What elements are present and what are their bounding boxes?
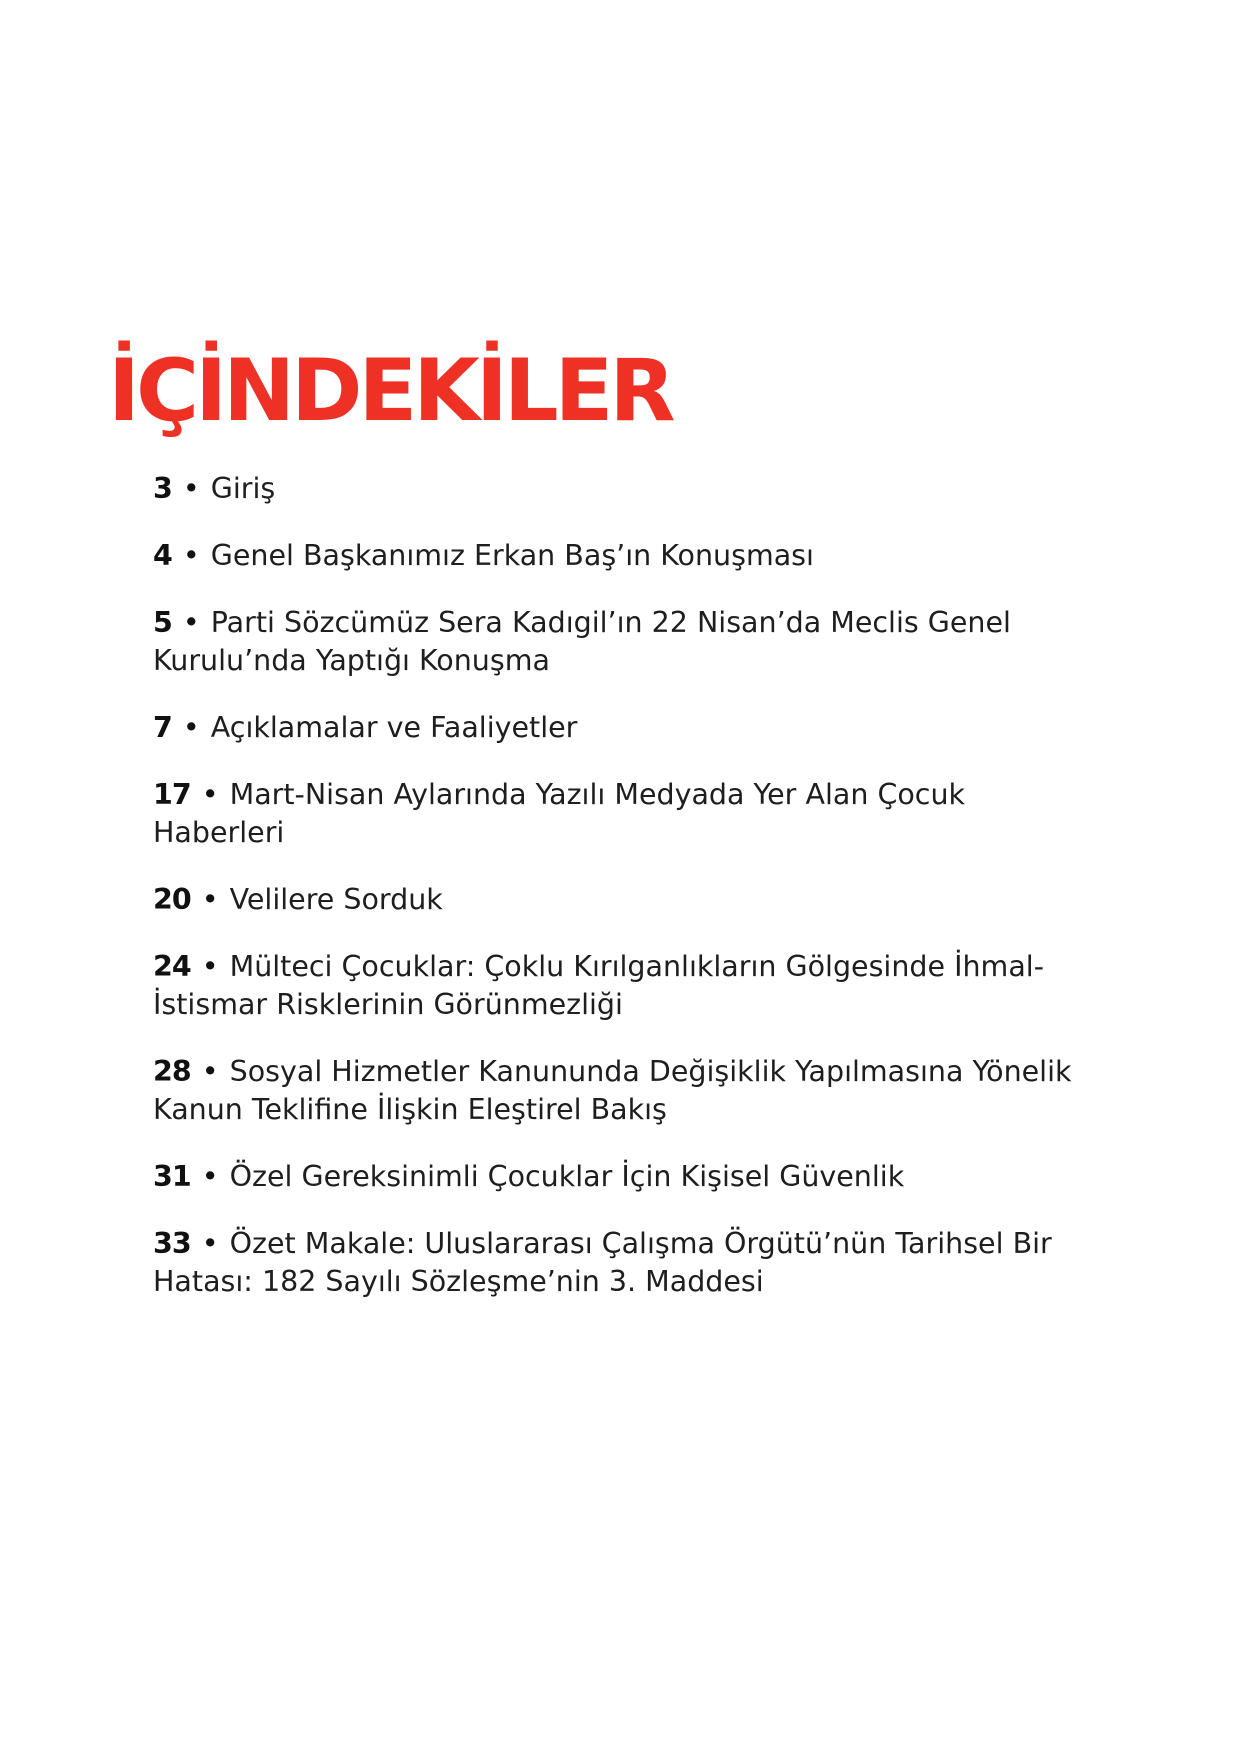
- toc-page-number: 28: [153, 1055, 191, 1088]
- toc-bullet: •: [201, 1227, 219, 1260]
- toc-list: [153, 470, 1093, 1330]
- toc-entry-title: Mülteci Çocuklar: Çoklu Kırılganlıkların Gölgesinde İhmal-İstismar Risklerinin Görünmezliği: [153, 950, 1044, 1021]
- toc-bullet: •: [182, 472, 200, 505]
- toc-bullet: •: [201, 883, 219, 916]
- toc-page-number: 33: [153, 1227, 191, 1260]
- toc-entry-title: Açıklamalar ve Faaliyetler: [210, 711, 578, 744]
- toc-item[interactable]: [153, 604, 1093, 680]
- toc-page-number: 4: [153, 539, 172, 572]
- toc-item[interactable]: [153, 948, 1093, 1024]
- toc-page-number: 17: [153, 778, 191, 811]
- toc-entry-title: Sosyal Hizmetler Kanununda Değişiklik Yapılmasına Yönelik Kanun Teklifine İlişkin Eleştirel Bakış: [153, 1055, 1072, 1126]
- toc-item[interactable]: [153, 881, 1093, 919]
- toc-bullet: •: [182, 539, 200, 572]
- toc-page-number: 7: [153, 711, 172, 744]
- toc-entry-title: Özel Gereksinimli Çocuklar İçin Kişisel Güvenlik: [229, 1160, 905, 1193]
- toc-entry-title: Özet Makale: Uluslararası Çalışma Örgütü’nün Tarihsel Bir Hatası: 182 Sayılı Sözleşme’nin 3. Maddesi: [153, 1227, 1052, 1298]
- toc-title: İÇİNDEKİLER: [108, 341, 672, 441]
- toc-page-number: 20: [153, 883, 191, 916]
- toc-page-number: 5: [153, 606, 172, 639]
- toc-entry-title: Velilere Sorduk: [229, 883, 443, 916]
- toc-bullet: •: [201, 1160, 219, 1193]
- toc-bullet: •: [182, 711, 200, 744]
- toc-page-number: 24: [153, 950, 191, 983]
- toc-bullet: •: [201, 950, 219, 983]
- toc-item[interactable]: [153, 537, 1093, 575]
- toc-item[interactable]: [153, 470, 1093, 508]
- toc-item[interactable]: [153, 1158, 1093, 1196]
- toc-page-number: 3: [153, 472, 172, 505]
- toc-bullet: •: [201, 778, 219, 811]
- toc-item[interactable]: [153, 776, 1093, 852]
- toc-bullet: •: [201, 1055, 219, 1088]
- toc-item[interactable]: [153, 1053, 1093, 1129]
- toc-entry-title: Parti Sözcümüz Sera Kadıgil’ın 22 Nisan’da Meclis Genel Kurulu’nda Yaptığı Konuşma: [153, 606, 1011, 677]
- toc-bullet: •: [182, 606, 200, 639]
- toc-item[interactable]: [153, 709, 1093, 747]
- toc-entry-title: Mart-Nisan Aylarında Yazılı Medyada Yer Alan Çocuk Haberleri: [153, 778, 966, 849]
- toc-entry-title: Giriş: [210, 472, 276, 505]
- toc-page-number: 31: [153, 1160, 191, 1193]
- toc-item[interactable]: [153, 1225, 1093, 1301]
- toc-entry-title: Genel Başkanımız Erkan Baş’ın Konuşması: [210, 539, 814, 572]
